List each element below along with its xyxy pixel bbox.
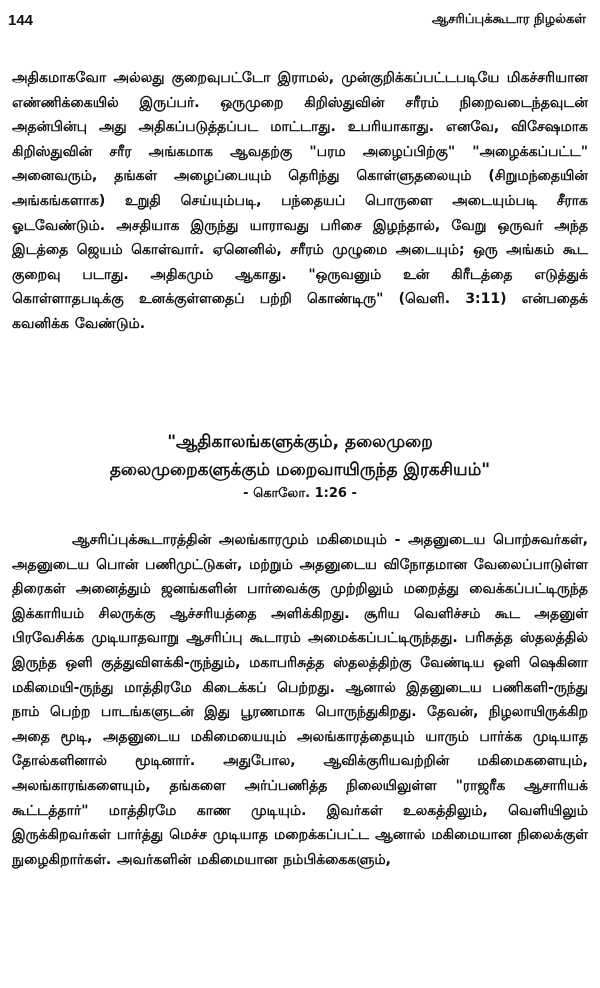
page-header xyxy=(8,6,586,34)
heading-line-1: "ஆதிகாலங்களுக்கும், தலைமுறை xyxy=(167,432,433,452)
running-title: ஆசரிப்புக்கூடார நிழல்கள் xyxy=(431,12,586,27)
page-number: 144 xyxy=(8,11,34,29)
heading-line-2: தலைமுறைகளுக்கும் மறைவாயிருந்த இரகசியம்" xyxy=(109,460,491,480)
paragraph-2: ஆசரிப்புக்கூடாரத்தின் அலங்காரமும் மகிமையும் - அதனுடைய பொற்சுவர்கள், அதனுடைய பொன் பணிமுட்டுகள், மற்றும் அதனுடைய விநோதமான வேலைப்பாடுள்ள திரைகள் அனைத்தும் ஜனங்களின் பார்வைக்கு முற்றிலும் மறைத்து வைக்கப்பட்டிருந்த இக்காரியம் சிலருக்கு ஆச்சரியத்தை அளிக்கிறது. சூரிய வெளிச்சம் கூட அதனுள் பிரவேசிக்க முடியாதவாறு ஆசரிப்பு கூடாரம் அமைக்கப்பட்டிருந்தது. பரிசுத்த ஸ்தலத்தில் இருந்த ஒளி குத்துவிளக்கி-ருந்தும், மகாபரிசுத்த ஸ்தலத்திற்கு வேண்டிய ஒளி ஷெகினா மகிமையி-ருந்து மாத்திரமே கிடைக்கப் பெற்றது. ஆனால் இதனுடைய பணிகளி-ருந்து நாம் பெற்ற பாடங்களுடன் இது பூரணமாக பொருந்துகிறது. தேவன், நிழலாயிருக்கிற அதை மூடி, அதனுடைய மகிமையையும் அலங்காரத்தையும் யாரும் பார்க்க முடியாத தோல்களினால் மூடினார். அதுபோல, ஆவிக்குரியவற்றின் மகிமைகளையும், அலங்காரங்களையும், தங்களை அர்ப்பணித்த நிலையிலுள்ள "ராஜரீக ஆசாரியக் கூட்டத்தார்" மாத்திரமே காண முடியும். இவர்கள் உலகத்திலும், வெளியிலும் இருக்கிறவர்கள் பார்த்து மெச்ச முடியாத மறைக்கப்பட்ட ஆனால் மகிமையான நிலைக்குள் நுழைகிறார்கள். அவர்களின் மகிமையான நம்பிக்கைகளும், xyxy=(12,532,588,868)
scripture-reference: - கொலோ. 1:26 - xyxy=(243,486,357,501)
section-heading xyxy=(0,428,600,504)
paragraph-1: அதிகமாகவோ அல்லது குறைவுபட்டோ இராமல், முன்குறிக்கப்பட்டபடியே மிகச்சரியான எண்ணிக்கையில் இருப்பர். ஒருமுறை கிறிஸ்துவின் சரீரம் நிறைவடைந்தவுடன் அதன்பின்பு அது அதிகப்படுத்தப்பட மாட்டாது. உபரியாகாது. எனவே, விசேஷமாக கிறிஸ்துவின் சரீர அங்கமாக ஆவதற்கு "பரம அழைப்பிற்கு" "அழைக்கப்பட்ட" அனைவரும், தங்கள் அழைப்பையும் தெரிந்து கொள்ளுதலையும் (சிறுமந்தையின் அங்கங்களாக) உறுதி செய்யும்படி, பந்தையப் பொருளை அடையும்படி சீராக ஓடவேண்டும். அசதியாக இருந்து யாராவது பரிசை இழந்தால், வேறு ஒருவர் அந்த இடத்தை ஜெயம் கொள்வார். ஏனெனில், சரீரம் முழுமை அடையும்; ஒரு அங்கம் கூட குறைவு படாது. அதிகமும் ஆகாது. "ஒருவனும் உன் கிரீடத்தை எடுத்துக் கொள்ளாதபடிக்கு உனக்குள்ளதைப் பற்றி கொண்டிரு" (வெளி. 3:11) என்பதைக் கவனிக்க வேண்டும். xyxy=(12,70,588,332)
